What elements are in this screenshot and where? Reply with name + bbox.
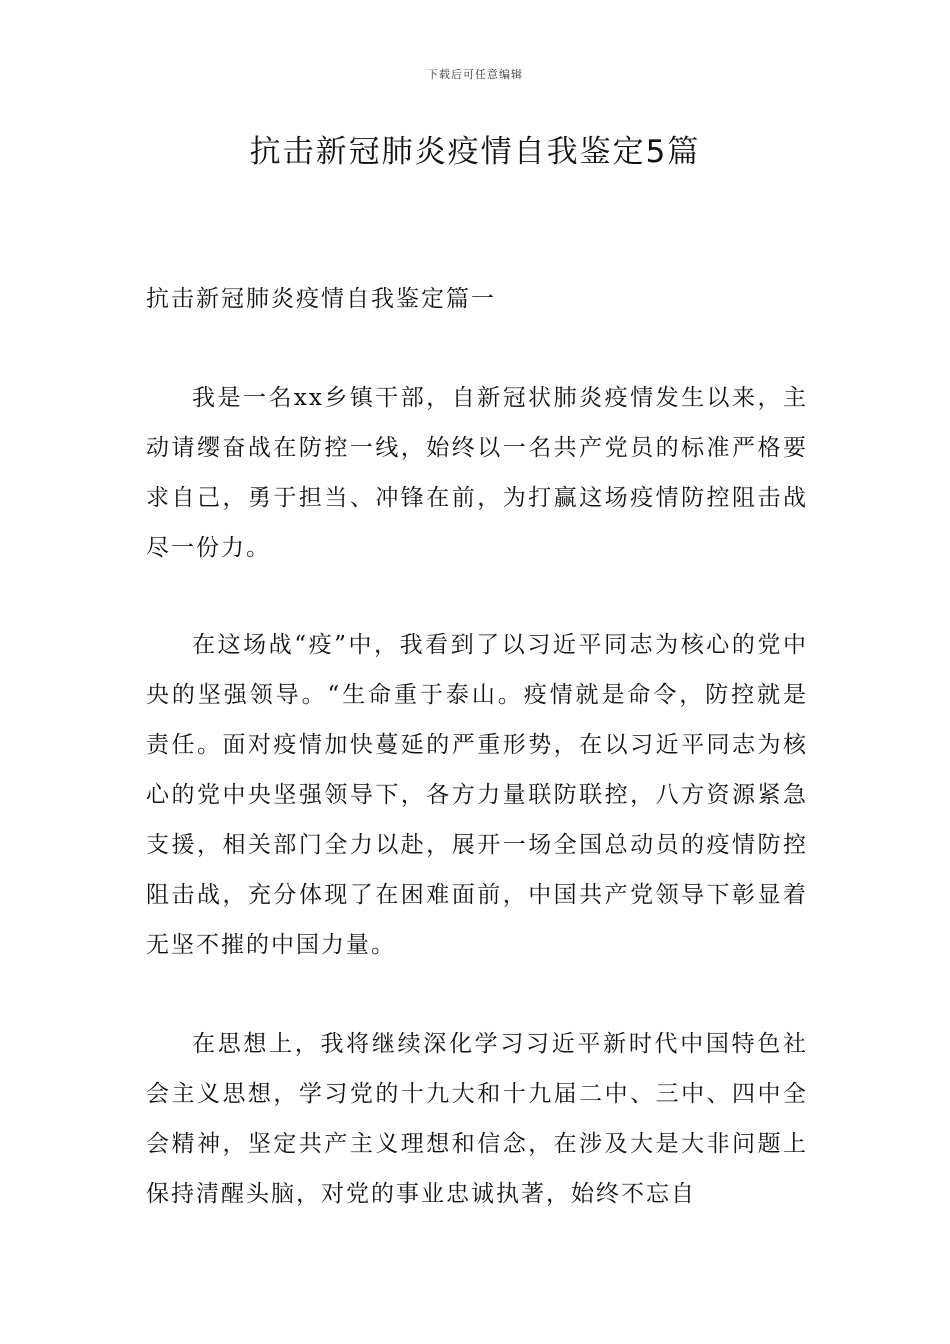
paragraph-2: 在这场战“疫”中，我看到了以习近平同志为核心的党中央的坚强领导。“生命重于泰山。疫情就是命令，防控就是责任。面对疫情加快蔓延的严重形势，在以习近平同志为核心的党中央坚强领导下，各方力量联防联控，八方资源紧急支援，相关部门全力以赴，展开一场全国总动员的疫情防控阻击战，充分体现了在困难面前，中国共产党领导下彰显着无坚不摧的中国力量。 — [146, 632, 808, 958]
paragraph-1: 我是一名xx乡镇干部，自新冠状肺炎疫情发生以来，主动请缨奋战在防控一线，始终以一名共产党员的标准严格要求自己，勇于担当、冲锋在前，为打赢这场疫情防控阻击战尽一份力。 — [146, 385, 808, 561]
document-title: 抗击新冠肺炎疫情自我鉴定5篇 — [249, 134, 701, 170]
header-note: 下载后可任意编辑 — [427, 68, 523, 81]
section-heading: 抗击新冠肺炎疫情自我鉴定篇一 — [146, 286, 496, 312]
paragraph-3: 在思想上，我将继续深化学习习近平新时代中国特色社会主义思想，学习党的十九大和十九届二中、三中、四中全会精神，坚定共产主义理想和信念，在涉及大是大非问题上保持清醒头脑，对党的事业忠诚执著，始终不忘自 — [146, 1031, 808, 1207]
